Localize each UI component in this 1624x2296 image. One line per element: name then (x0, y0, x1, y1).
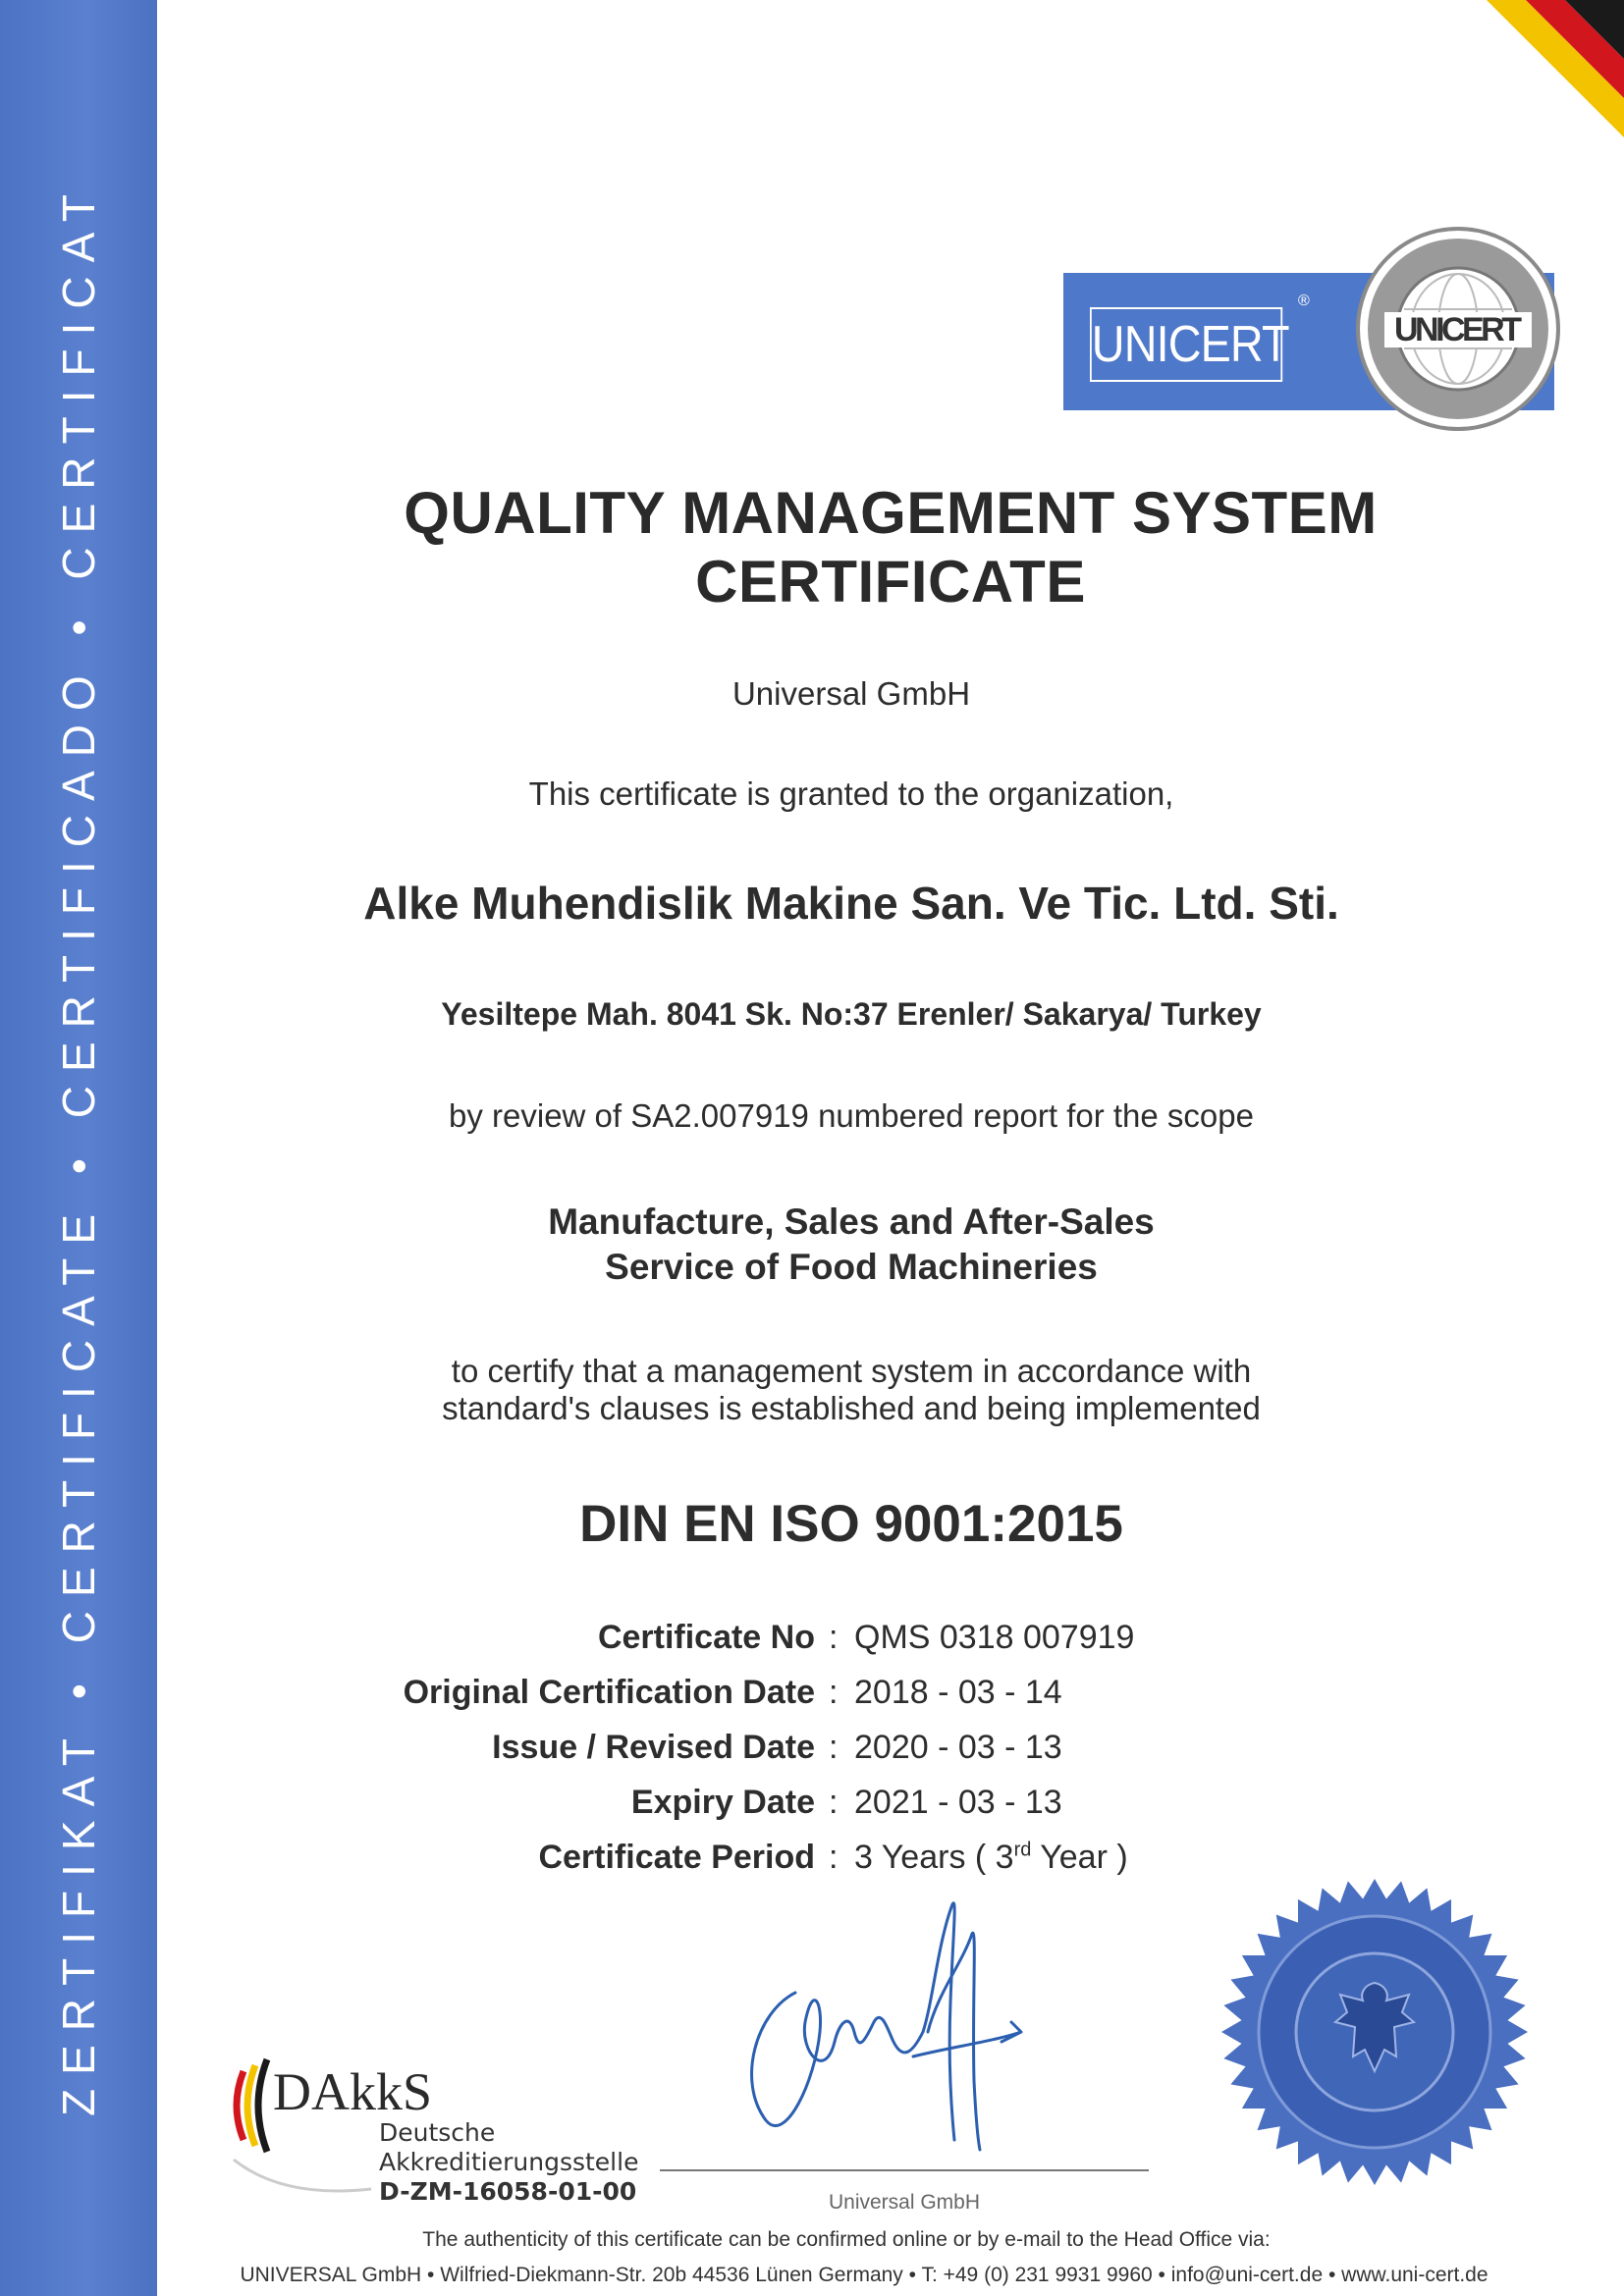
scope-line2: Service of Food Machineries (605, 1247, 1098, 1287)
detail-row-expiry-date: Expiry Date : 2021 - 03 - 13 (295, 1775, 1178, 1830)
standard-name: DIN EN ISO 9001:2015 (579, 1495, 1123, 1553)
dakks-line2: Akkreditierungsstelle (379, 2148, 639, 2176)
dakks-accreditation-number: D-ZM-16058-01-00 (379, 2177, 637, 2206)
detail-row-certificate-no: Certificate No : QMS 0318 007919 (295, 1610, 1178, 1665)
universal-quality-embossed-seal-icon (1218, 1875, 1532, 2189)
page-title-line2: CERTIFICATE (695, 549, 1086, 614)
certify-line1: to certify that a management system in accordance with (451, 1353, 1252, 1389)
registered-mark: ® (1298, 293, 1310, 309)
detail-value: 2020 - 03 - 13 (854, 1728, 1062, 1766)
signature-line (660, 2169, 1149, 2171)
detail-row-period: Certificate Period : 3 Years ( 3rd Year ) (295, 1830, 1178, 1885)
footer-contact-text: UNIVERSAL GmbH • Wilfried-Diekmann-Str. 20b 44536 Lünen Germany • T: +49 (0) 231 9931 9960 • info@uni-cert.de • www.uni-cert.de (240, 2264, 1489, 2286)
scope-line1: Manufacture, Sales and After-Sales (548, 1201, 1155, 1242)
organization-address: Yesiltepe Mah. 8041 Sk. No:37 Erenler/ Sakarya/ Turkey (441, 996, 1262, 1032)
review-text: by review of SA2.007919 numbered report for the scope (449, 1097, 1254, 1134)
universal-quality-seal-icon (1355, 226, 1561, 432)
german-flag-corner-icon (1428, 0, 1624, 196)
dakks-name: DAkkS (273, 2062, 433, 2121)
detail-label: Issue / Revised Date (492, 1728, 815, 1766)
detail-label: Original Certification Date (403, 1673, 815, 1711)
detail-label: Expiry Date (630, 1783, 815, 1821)
signature-caption: Universal GmbH (828, 2191, 981, 2214)
detail-value: 2018 - 03 - 14 (854, 1673, 1062, 1711)
organization-name: Alke Muhendislik Makine San. Ve Tic. Ltd. Sti. (363, 878, 1339, 929)
detail-label: Certificate No (597, 1618, 815, 1656)
detail-value: 3 Years ( 3rd Year ) (854, 1838, 1128, 1876)
footer-authenticity-text: The authenticity of this certificate can be confirmed online or by e-mail to the Head Office via: (422, 2228, 1271, 2251)
detail-row-issue-date: Issue / Revised Date : 2020 - 03 - 13 (295, 1720, 1178, 1775)
certificate-sidebar (0, 0, 157, 2296)
certificate-details (295, 1610, 1178, 1885)
seal-top-text: UNICERT (1394, 311, 1522, 348)
detail-row-original-date: Original Certification Date : 2018 - 03 - 14 (295, 1665, 1178, 1720)
detail-label: Certificate Period (538, 1838, 815, 1876)
issuer-name: Universal GmbH (731, 675, 971, 712)
certify-line2: standard's clauses is established and being implemented (442, 1390, 1261, 1426)
detail-value: 2021 - 03 - 13 (854, 1783, 1062, 1821)
dakks-line1: Deutsche (379, 2118, 496, 2147)
granted-text: This certificate is granted to the organization, (528, 775, 1174, 812)
unicert-logo: UNICERT (1090, 307, 1282, 382)
page-title-line1: QUALITY MANAGEMENT SYSTEM (404, 480, 1378, 546)
detail-value: QMS 0318 007919 (854, 1618, 1135, 1656)
signature-icon (727, 1885, 1080, 2169)
sidebar-text: ZERTIFIKAT • CERTIFICATE • CERTIFICADO • CERTIFICAT (53, 180, 104, 2117)
